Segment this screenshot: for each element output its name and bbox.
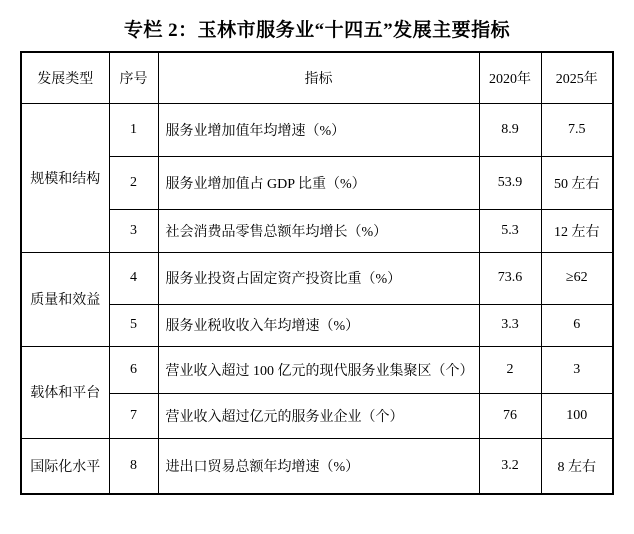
value-2020-cell: 73.6: [479, 252, 541, 304]
header-cell: 序号: [109, 52, 158, 103]
row-number-cell: 5: [109, 304, 158, 346]
value-2020-cell: 76: [479, 393, 541, 438]
value-2025-cell: 3: [541, 346, 613, 393]
indicator-cell: 服务业税收收入年均增速（%）: [158, 304, 479, 346]
value-2020-cell: 8.9: [479, 103, 541, 156]
row-number-cell: 4: [109, 252, 158, 304]
row-number-cell: 7: [109, 393, 158, 438]
value-2025-cell: 100: [541, 393, 613, 438]
indicator-cell: 营业收入超过 100 亿元的现代服务业集聚区（个）: [158, 346, 479, 393]
table-row: [21, 209, 613, 252]
table-row: [21, 438, 613, 494]
table-row: [21, 346, 613, 393]
table-header: [21, 52, 613, 103]
header-cell: 指标: [158, 52, 479, 103]
indicator-cell: 营业收入超过亿元的服务业企业（个）: [158, 393, 479, 438]
value-2020-cell: 53.9: [479, 156, 541, 209]
category-cell: 规模和结构: [21, 103, 109, 252]
table-row: [21, 393, 613, 438]
row-number-cell: 3: [109, 209, 158, 252]
value-2025-cell: 8 左右: [541, 438, 613, 494]
indicators-table: [20, 51, 614, 495]
table-row: [21, 304, 613, 346]
indicator-cell: 社会消费品零售总额年均增长（%）: [158, 209, 479, 252]
indicator-cell: 服务业增加值年均增速（%）: [158, 103, 479, 156]
category-cell: 国际化水平: [21, 438, 109, 494]
row-number-cell: 8: [109, 438, 158, 494]
value-2020-cell: 2: [479, 346, 541, 393]
indicator-cell: 服务业增加值占 GDP 比重（%）: [158, 156, 479, 209]
header-cell: 2020年: [479, 52, 541, 103]
value-2025-cell: ≥62: [541, 252, 613, 304]
value-2020-cell: 3.3: [479, 304, 541, 346]
value-2025-cell: 50 左右: [541, 156, 613, 209]
table-row: [21, 103, 613, 156]
value-2025-cell: 12 左右: [541, 209, 613, 252]
header-cell: 发展类型: [21, 52, 109, 103]
row-number-cell: 6: [109, 346, 158, 393]
header-row: [21, 52, 613, 103]
table-body: [21, 103, 613, 494]
value-2020-cell: 5.3: [479, 209, 541, 252]
table-row: [21, 252, 613, 304]
category-cell: 载体和平台: [21, 346, 109, 438]
indicator-cell: 服务业投资占固定资产投资比重（%）: [158, 252, 479, 304]
value-2025-cell: 7.5: [541, 103, 613, 156]
row-number-cell: 2: [109, 156, 158, 209]
row-number-cell: 1: [109, 103, 158, 156]
value-2020-cell: 3.2: [479, 438, 541, 494]
indicator-cell: 进出口贸易总额年均增速（%）: [158, 438, 479, 494]
category-cell: 质量和效益: [21, 252, 109, 346]
header-cell: 2025年: [541, 52, 613, 103]
value-2025-cell: 6: [541, 304, 613, 346]
table-title: 专栏 2：玉林市服务业“十四五”发展主要指标: [123, 20, 511, 41]
table-row: [21, 156, 613, 209]
